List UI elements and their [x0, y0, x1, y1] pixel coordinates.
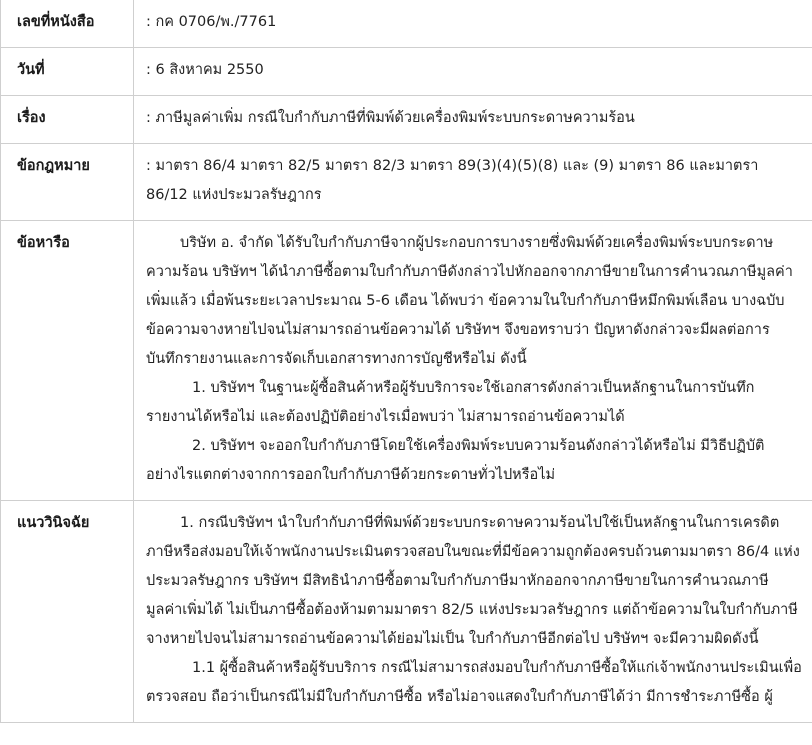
- ruling-paragraph-1: 1. กรณีบริษัทฯ นำใบกำกับภาษีที่พิมพ์ด้วยระบบกระดาษความร้อนไปใช้เป็นหลักฐานในการเครดิตภาษีหรือส่งมอบให้เจ้าพนักงานประเมินตรวจสอบในขณะที่มีข้อความถูกต้องครบถ้วนตามมาตรา 86/4 แห่งประมวลรัษฎากร บริษัทฯ มีสิทธินำภาษีซื้อตามใบกำกับภาษีมาหักออกจากภาษีขายในการคำนวณภาษีมูลค่าเพิ่มได้ ไม่เป็นภาษีซื้อต้องห้ามตามมาตรา 82/5 แห่งประมวลรัษฎากร แต่ถ้าข้อความในใบกำกับภาษีจางหายไปจนไม่สามารถอ่านข้อความได้ย่อมไม่เป็น ใบกำกับภาษีอีกต่อไป บริษัทฯ จะมีความผิดดังนี้: [146, 515, 800, 647]
- question-item-2: 2. บริษัทฯ จะออกใบกำกับภาษีโดยใช้เครื่องพิมพ์ระบบความร้อนดังกล่าวได้หรือไม่ มีวิธีปฏิบัติอย่างไรแตกต่างจากการออกใบกำกับภาษีด้วยกระดาษทั่วไปหรือไม่: [146, 438, 765, 483]
- label-date: วันที่: [1, 48, 134, 96]
- label-ruling: แนววินิจฉัย: [1, 501, 134, 723]
- label-law: ข้อกฎหมาย: [1, 144, 134, 221]
- question-paragraph: บริษัท อ. จำกัด ได้รับใบกำกับภาษีจากผู้ประกอบการบางรายซึ่งพิมพ์ด้วยเครื่องพิมพ์ระบบกระดาษความร้อน บริษัทฯ ได้นำภาษีซื้อตามใบกำกับภาษีดังกล่าวไปหักออกจากภาษีขายในการคำนวณภาษีมูลค่าเพิ่มแล้ว เมื่อพ้นระยะเวลาประมาณ 5-6 เดือน ได้พบว่า ข้อความในใบกำกับภาษีหมึกพิมพ์เลือน บางฉบับข้อความจางหายไปจนไม่สามารถอ่านข้อความได้ บริษัทฯ จึงขอทราบว่า ปัญหาดังกล่าวจะมีผลต่อการบันทึกรายงานและการจัดเก็บเอกสารทางการบัญชีหรือไม่ ดังนี้: [146, 235, 793, 367]
- row-ruling: [1, 501, 812, 723]
- row-question: [1, 221, 812, 501]
- row-doc-no: [1, 0, 812, 48]
- label-question: ข้อหารือ: [1, 221, 134, 501]
- value-law: : มาตรา 86/4 มาตรา 82/5 มาตรา 82/3 มาตรา 89(3)(4)(5)(8) และ (9) มาตรา 86 และมาตรา 86/12 แห่งประมวลรัษฎากร: [134, 144, 812, 221]
- value-question: [134, 221, 812, 501]
- value-doc-no: : กค 0706/พ./7761: [134, 0, 812, 48]
- value-subject: : ภาษีมูลค่าเพิ่ม กรณีใบกำกับภาษีที่พิมพ์ด้วยเครื่องพิมพ์ระบบกระดาษความร้อน: [134, 96, 812, 144]
- question-item-1: 1. บริษัทฯ ในฐานะผู้ซื้อสินค้าหรือผู้รับบริการจะใช้เอกสารดังกล่าวเป็นหลักฐานในการบันทึกรายงานได้หรือไม่ และต้องปฏิบัติอย่างไรเมื่อพบว่า ไม่สามารถอ่านข้อความได้: [146, 380, 755, 425]
- row-subject: [1, 96, 812, 144]
- value-ruling: [134, 501, 812, 723]
- label-subject: เรื่อง: [1, 96, 134, 144]
- row-law: [1, 144, 812, 221]
- value-date: : 6 สิงหาคม 2550: [134, 48, 812, 96]
- label-doc-no: เลขที่หนังสือ: [1, 0, 134, 48]
- row-date: [1, 48, 812, 96]
- ruling-item-1-1: 1.1 ผู้ซื้อสินค้าหรือผู้รับบริการ กรณีไม่สามารถส่งมอบใบกำกับภาษีซื้อให้แก่เจ้าพนักงานประเมินเพื่อตรวจสอบ ถือว่าเป็นกรณีไม่มีใบกำกับภาษีซื้อ หรือไม่อาจแสดงใบกำกับภาษีได้ว่า มีการชำระภาษีซื้อ ผู้: [146, 660, 802, 705]
